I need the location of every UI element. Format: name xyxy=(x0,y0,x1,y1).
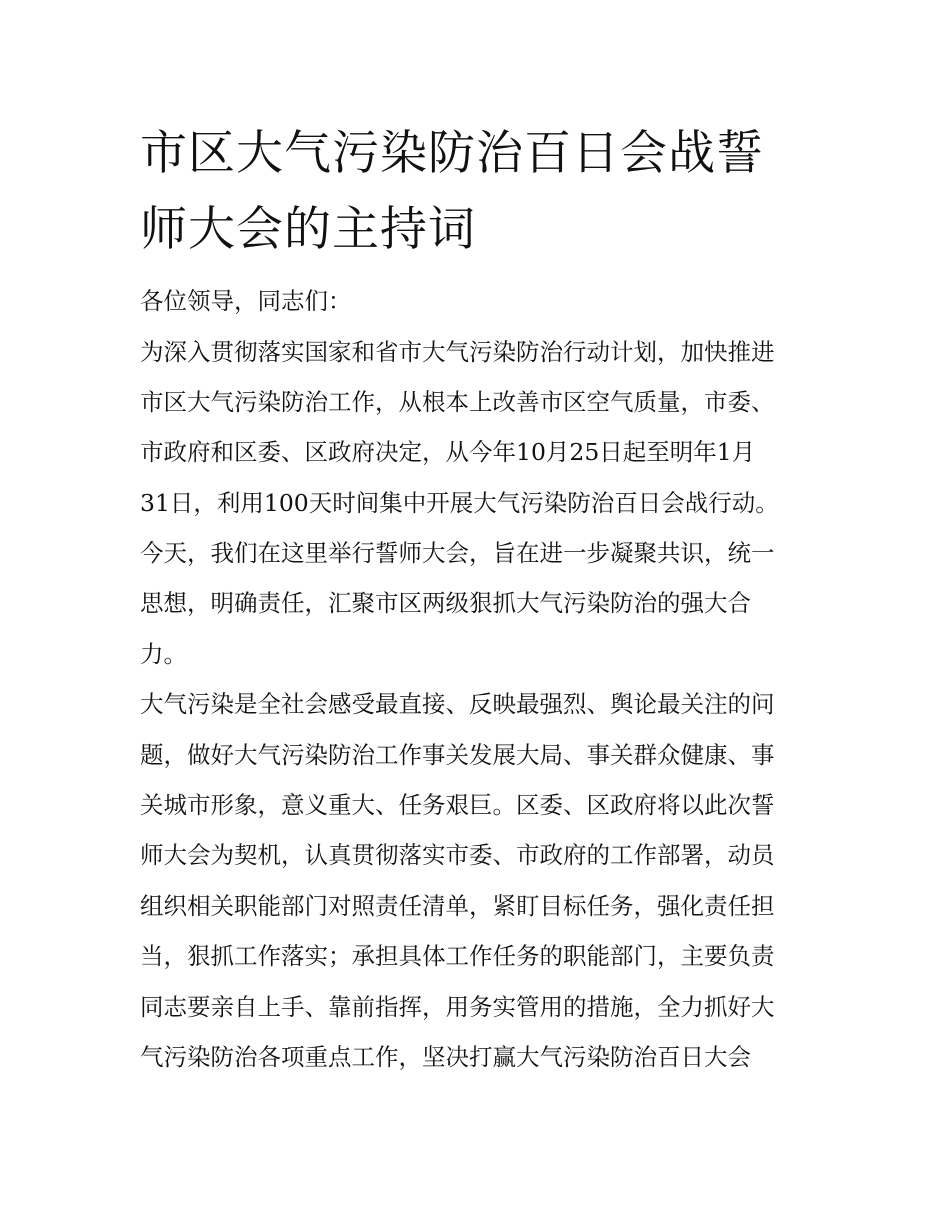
body-line: 气污染防治各项重点工作，坚决打赢大气污染防治百日大会 xyxy=(140,1043,751,1071)
body-line: 同志要亲自上手、靠前指挥，用务实管用的措施，全力抓好大 xyxy=(140,993,775,1021)
body-line: 市政府和区委、区政府决定，从今年10月25日起至明年1月 xyxy=(140,438,756,466)
body-line: 师大会为契机，认真贯彻落实市委、市政府的工作部署，动员 xyxy=(140,841,775,869)
body-line: 组织相关职能部门对照责任清单，紧盯目标任务，强化责任担 xyxy=(140,892,775,920)
title-line-2: 师大会的主持词 xyxy=(140,202,476,257)
body-line: 题，做好大气污染防治工作事关发展大局、事关群众健康、事 xyxy=(140,741,775,769)
body-line: 关城市形象，意义重大、任务艰巨。区委、区政府将以此次誓 xyxy=(140,791,775,819)
body-line: 今天，我们在这里举行誓师大会，旨在进一步凝聚共识，统一 xyxy=(140,539,775,567)
body-line: 思想，明确责任，汇聚市区两级狠抓大气污染防治的强大合 xyxy=(140,589,751,617)
body-line: 31日，利用100天时间集中开展大气污染防治百日会战行动。 xyxy=(140,489,779,517)
body-line: 市区大气污染防治工作，从根本上改善市区空气质量，市委、 xyxy=(140,388,775,416)
salutation-line: 各位领导，同志们： xyxy=(140,287,352,315)
body-line: 大气污染是全社会感受最直接、反映最强烈、舆论最关注的问 xyxy=(140,690,775,718)
body-line: 为深入贯彻落实国家和省市大气污染防治行动计划，加快推进 xyxy=(140,338,775,366)
body-line: 当，狠抓工作落实；承担具体工作任务的职能部门，主要负责 xyxy=(140,942,775,970)
title-line-1: 市区大气污染防治百日会战誓 xyxy=(140,126,764,181)
document-title xyxy=(140,116,820,268)
body-line: 力。 xyxy=(140,640,187,668)
